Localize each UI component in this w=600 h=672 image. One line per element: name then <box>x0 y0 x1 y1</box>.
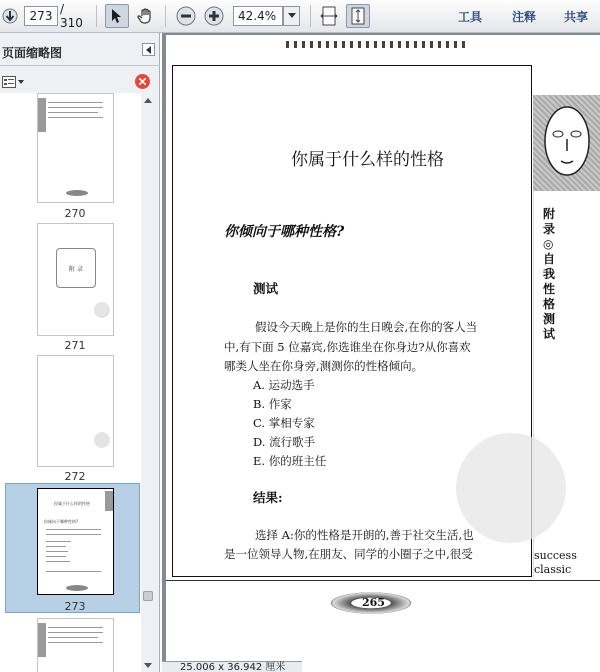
thumbnail-subtitle: 你倾向于哪种性格? <box>44 519 79 524</box>
heading-frame: 附 录 <box>56 248 96 288</box>
scroll-up-button[interactable] <box>141 93 155 107</box>
minus-circle-icon <box>176 6 196 26</box>
collapse-panel-button[interactable] <box>142 43 155 56</box>
chevron-down-icon <box>144 663 152 668</box>
bottom-rule <box>166 580 600 581</box>
scroll-down-button[interactable] <box>141 658 155 672</box>
page-number-input[interactable]: 273 <box>24 6 58 26</box>
zoom-dropdown-button[interactable] <box>283 6 300 26</box>
thumbnail-label: 271 <box>64 339 86 352</box>
zoom-out-button[interactable] <box>175 5 197 27</box>
option-item: C. 掌相专家 <box>253 416 315 430</box>
toolbar-divider <box>96 5 97 27</box>
photo-thumbnail <box>38 98 46 132</box>
status-page-size: 25.006 x 36.942 厘米 <box>162 661 302 672</box>
paragraph-line: 假设今天晚上是你的生日晚会,在你的客人当 <box>255 320 478 334</box>
side-heading: 附录◎自我性格测试 <box>543 207 556 341</box>
side-photo <box>38 623 46 657</box>
paragraph-line: 哪类人坐在你身旁,测测你的性格倾向。 <box>224 359 424 373</box>
page-title: 你属于什么样的性格 <box>291 150 444 170</box>
page-view-box <box>37 488 114 595</box>
side-brand-line: classic <box>534 563 572 576</box>
side-face-image <box>533 95 600 191</box>
paragraph-line: 中,有下面 5 位嘉宾,你选谁坐在你身边?从你喜欢 <box>224 340 471 354</box>
chevron-down-icon <box>288 13 296 19</box>
list-view-icon <box>2 76 16 88</box>
thumbnail-label: 272 <box>64 470 86 483</box>
page-subtitle: 你倾向于哪种性格? <box>224 224 345 240</box>
thumbnail-label: 270 <box>64 207 86 220</box>
arrow-down-icon <box>2 8 18 24</box>
seal-watermark <box>456 433 566 543</box>
thumbnail-options-button[interactable] <box>2 74 24 90</box>
page-number: 265 <box>362 596 385 609</box>
zoom-input[interactable]: 42.4% <box>233 6 283 26</box>
plus-circle-icon <box>204 6 224 26</box>
option-item: E. 你的班主任 <box>253 454 327 468</box>
tools-button[interactable]: 工具 <box>458 10 483 24</box>
chevron-left-icon <box>146 46 152 54</box>
comment-button[interactable]: 注释 <box>512 10 537 24</box>
option-item: B. 作家 <box>253 397 292 411</box>
toolbar-divider <box>165 5 166 27</box>
scroll-thumb[interactable] <box>143 591 153 601</box>
option-item: A. 运动选手 <box>253 378 315 392</box>
thumbnail-page-272[interactable] <box>37 355 114 467</box>
panel-divider <box>0 65 160 66</box>
top-ornament <box>286 41 466 48</box>
fit-page-icon <box>350 7 366 25</box>
ornament-icon <box>66 190 88 196</box>
fit-width-button[interactable] <box>318 5 340 27</box>
hand-icon <box>137 7 155 25</box>
thumbnail-page-274[interactable] <box>37 618 114 672</box>
chevron-down-icon <box>18 80 24 84</box>
page-total: / 310 <box>60 2 83 30</box>
close-icon <box>139 78 146 85</box>
document-view[interactable] <box>162 33 600 672</box>
face-icon <box>539 101 595 181</box>
thumbnail-page-271[interactable] <box>37 223 114 336</box>
side-brand-line: success <box>534 549 577 562</box>
fit-page-button[interactable] <box>346 4 370 28</box>
panel-title: 页面缩略图 <box>2 46 63 60</box>
thumbnail-scrollbar[interactable] <box>141 93 155 672</box>
zoom-in-button[interactable] <box>203 5 225 27</box>
thumbnail-page-270[interactable] <box>37 93 114 203</box>
section-heading-test: 测试 <box>253 281 279 296</box>
toolbar-divider <box>310 5 311 27</box>
thumbnail-title: 你属于什么样的性格 <box>54 501 90 506</box>
paragraph-line: 是一位领导人物,在朋友、同学的小圈子之中,很受 <box>224 547 473 561</box>
chevron-up-icon <box>144 98 152 103</box>
toolbar <box>0 0 600 33</box>
watermark-icon <box>94 432 110 448</box>
section-heading-result: 结果: <box>253 490 283 505</box>
cursor-icon <box>110 8 124 24</box>
paragraph-line: 选择 A:你的性格是开朗的,善于社交生活,也 <box>255 528 474 542</box>
fit-width-icon <box>320 6 338 26</box>
option-item: D. 流行歌手 <box>253 435 316 449</box>
document-page <box>166 35 600 672</box>
select-tool-button[interactable] <box>105 4 129 28</box>
next-page-button[interactable] <box>0 6 20 26</box>
thumbnail-list <box>0 93 141 672</box>
watermark-icon <box>94 302 110 318</box>
hand-tool-button[interactable] <box>134 4 158 28</box>
close-panel-button[interactable] <box>135 74 150 89</box>
share-button[interactable]: 共享 <box>564 10 589 24</box>
thumbnail-page-273[interactable] <box>37 488 114 595</box>
thumbnail-label: 273 <box>64 600 86 613</box>
